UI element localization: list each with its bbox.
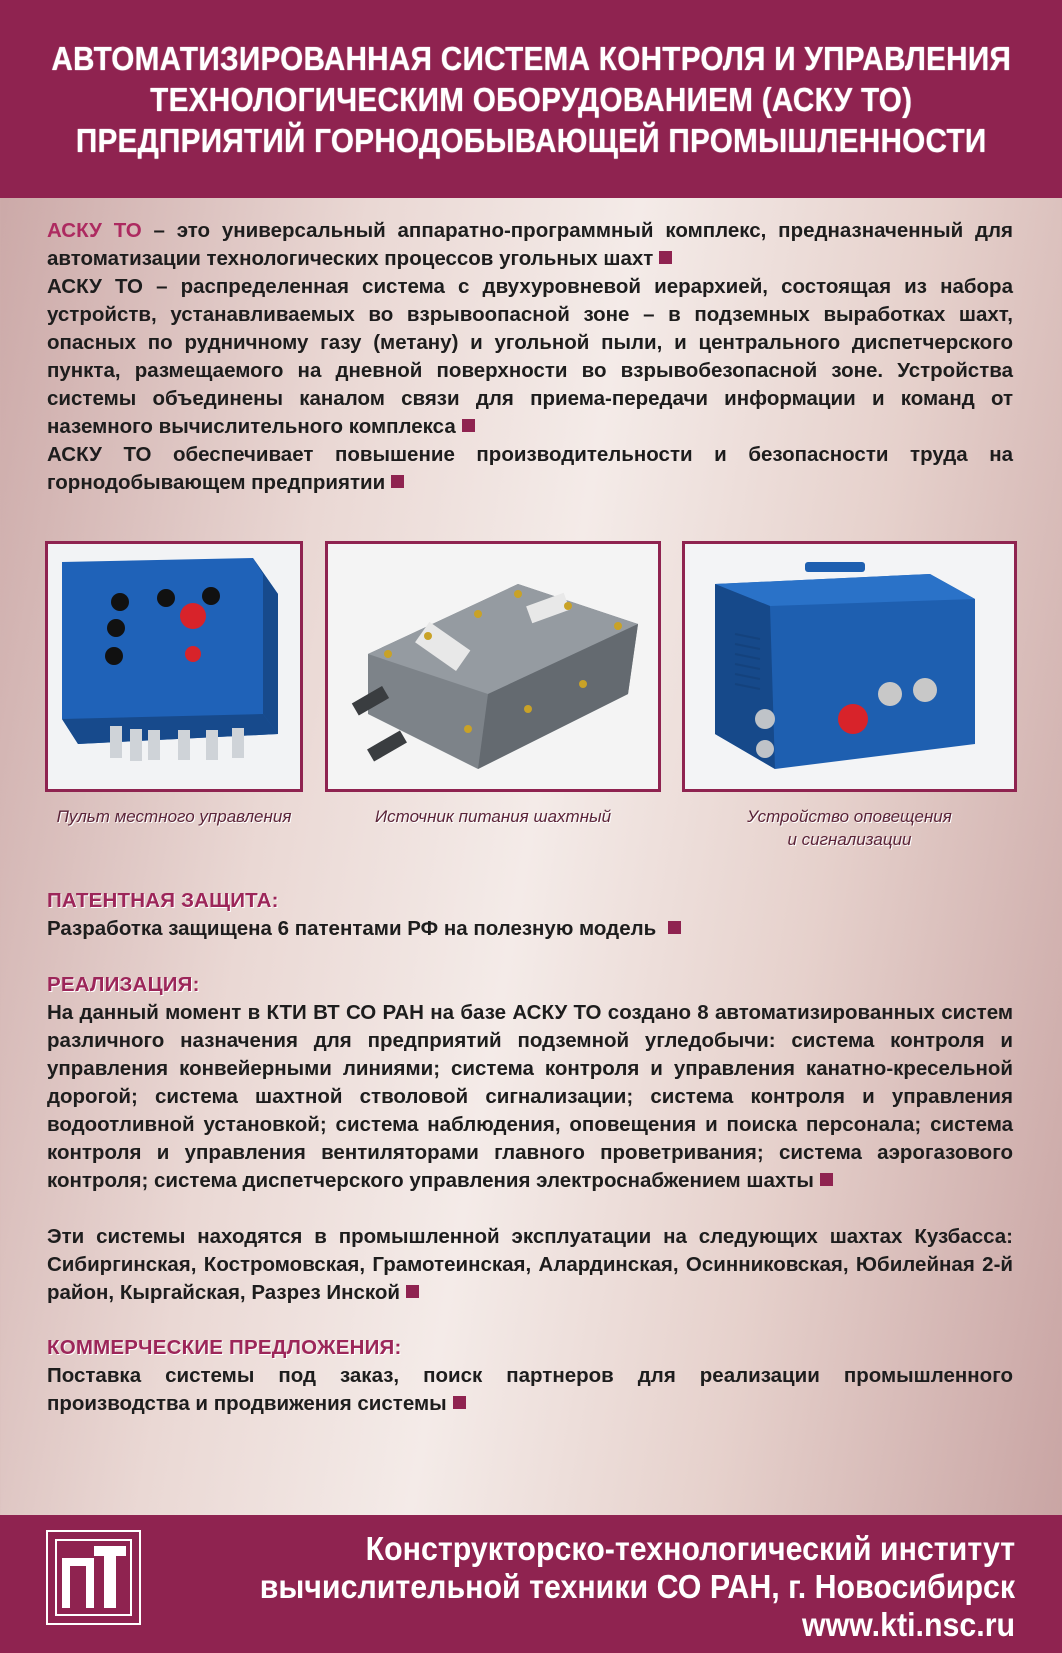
- realization-paragraph-2: [47, 1223, 1013, 1307]
- patent-text: Разработка защищена 6 патентами РФ на полезную модель: [47, 917, 657, 940]
- title-line-1: АВТОМАТИЗИРОВАННАЯ СИСТЕМА КОНТРОЛЯ И УПРАВЛЕНИЯ: [51, 39, 1011, 77]
- control-panel-illustration: [48, 544, 300, 789]
- realization-title: РЕАЛИЗАЦИЯ:: [47, 973, 200, 996]
- commercial-text: Поставка системы под заказ, поиск партнеров для реализации промышленного производства и продвижения системы: [47, 1364, 1013, 1415]
- footer-url[interactable]: www.kti.nsc.ru: [801, 1606, 1015, 1643]
- realization-text-1: На данный момент в КТИ ВТ СО РАН на базе АСКУ ТО создано 8 автоматизированных систем различного назначения для предприятий подземной угледобычи: система контроля и управления конвейерными линиями; система контроля и управления канатно-кресельной дорогой; система шахтной стволовой сигнализации; система контроля и управления водоотливной установкой; система наблюдения, оповещения и поиска персонала; система контроля и управления вентиляторами главного проветривания; система аэрогазового контроля; система диспетчерского управления электроснабжением шахты: [47, 1001, 1013, 1192]
- footer-institute: [194, 1530, 1015, 1644]
- alarm-device-photo: [682, 541, 1017, 792]
- commercial-title: КОММЕРЧЕСКИЕ ПРЕДЛОЖЕНИЯ:: [47, 1336, 402, 1359]
- commercial-section: [47, 1334, 1013, 1418]
- power-supply-illustration: [328, 544, 658, 789]
- square-bullet-icon: [659, 251, 672, 264]
- realization-text-2: Эти системы находятся в промышленной эксплуатации на следующих шахтах Кузбасса: Сибиргинская, Костромовская, Грамотеинская, Алардинская, Осинниковская, Юбилейная 2-й район, Кыргайская, Разрез Инской: [47, 1225, 1013, 1304]
- realization-paragraph-1: [47, 999, 1013, 1195]
- title-line-3: ПРЕДПРИЯТИЙ ГОРНОДОБЫВАЮЩЕЙ ПРОМЫШЛЕННОСТИ: [75, 121, 987, 159]
- intro-paragraph-1: [47, 217, 1013, 273]
- control-panel-photo: [45, 541, 303, 792]
- title-line-2: ТЕХНОЛОГИЧЕСКИМ ОБОРУДОВАНИЕМ (АСКУ ТО): [149, 80, 913, 118]
- page-title: [0, 38, 1062, 161]
- photo-gallery: [45, 541, 1017, 796]
- intro-text-3: АСКУ ТО обеспечивает повышение производительности и безопасности труда на горнодобывающем предприятии: [47, 443, 1013, 494]
- footer-banner: [0, 1515, 1062, 1653]
- patent-paragraph: [47, 915, 1013, 943]
- caption-control-panel: Пульт местного управления: [56, 807, 292, 826]
- header-banner: [0, 0, 1062, 198]
- intro-section: [47, 217, 1013, 497]
- square-bullet-icon: [406, 1285, 419, 1298]
- square-bullet-icon: [453, 1396, 466, 1409]
- patent-section: [47, 887, 1013, 943]
- commercial-paragraph: [47, 1362, 1013, 1418]
- kti-logo-graphic: [48, 1532, 139, 1623]
- caption-power-supply: Источник питания шахтный: [374, 807, 612, 826]
- footer-line-2: вычислительной техники СО РАН, г. Новосибирск: [259, 1568, 1015, 1605]
- square-bullet-icon: [462, 419, 475, 432]
- alarm-device-illustration: [685, 544, 1014, 789]
- kti-logo-icon: [46, 1530, 141, 1625]
- caption-alarm-line-2: и сигнализации: [787, 830, 912, 849]
- intro-paragraph-3: [47, 441, 1013, 497]
- intro-text-1: – это универсальный аппаратно-программный комплекс, предназначенный для автоматизации технологических процессов угольных шахт: [47, 219, 1013, 270]
- square-bullet-icon: [668, 921, 681, 934]
- square-bullet-icon: [820, 1173, 833, 1186]
- intro-paragraph-2: [47, 273, 1013, 441]
- power-supply-photo: [325, 541, 661, 792]
- caption-alarm-line-1: Устройство оповещения: [747, 807, 952, 826]
- intro-text-2: АСКУ ТО – распределенная система с двухуровневой иерархией, состоящая из набора устройств, устанавливаемых во взрывоопасной зоне – в подземных выработках шахт, опасных по рудничному газу (метану) и угольной пыли, и центрального диспетчерского пункта, размещаемого на дневной поверхности во взрывобезопасной зоне. Устройства системы объединены каналом связи для приема-передачи информации и команд от наземного вычислительного комплекса: [47, 275, 1013, 438]
- square-bullet-icon: [391, 475, 404, 488]
- term-asku: АСКУ ТО: [47, 219, 142, 242]
- patent-title: ПАТЕНТНАЯ ЗАЩИТА:: [47, 889, 279, 912]
- footer-line-1: Конструкторско-технологический институт: [365, 1530, 1016, 1567]
- realization-section: [47, 971, 1013, 1307]
- caption-alarm-device: [682, 805, 1017, 851]
